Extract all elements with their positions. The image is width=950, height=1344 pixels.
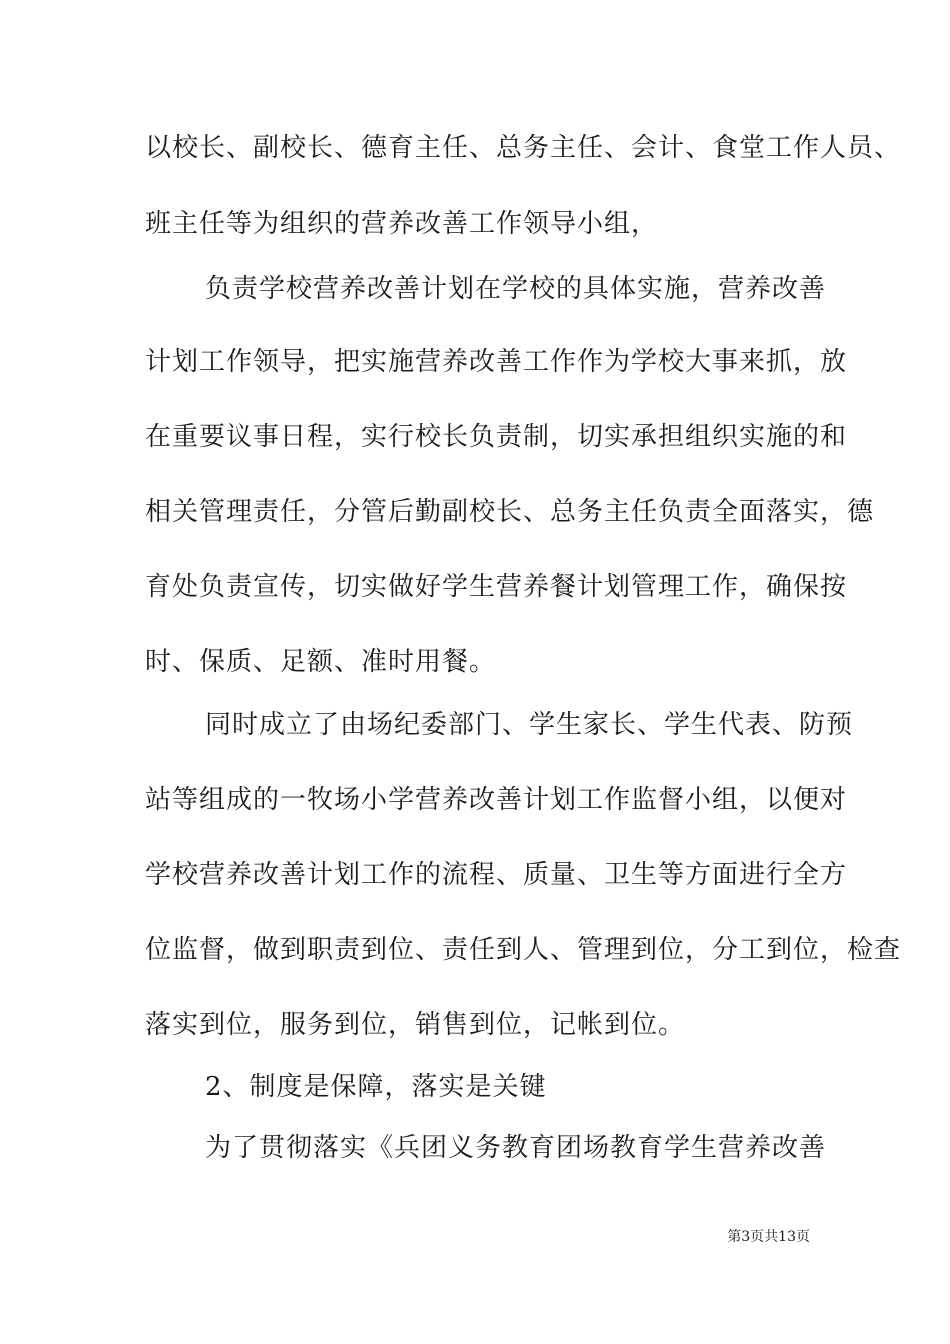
paragraph-line: 时、保质、足额、准时用餐。 <box>145 647 497 677</box>
paragraph-line: 负责学校营养改善计划在学校的具体实施，营养改善 <box>205 274 827 304</box>
paragraph-line: 学校营养改善计划工作的流程、质量、卫生等方面进行全方 <box>145 860 848 890</box>
section-heading: 2、制度是保障，落实是关键 <box>205 1072 547 1102</box>
paragraph-line: 落实到位，服务到位，销售到位，记帐到位。 <box>145 1010 686 1040</box>
page-number: 第3页共13页 <box>727 1229 810 1245</box>
paragraph-line: 相关管理责任，分管后勤副校长、总务主任负责全面落实，德 <box>145 497 875 527</box>
paragraph-line: 在重要议事日程，实行校长负责制，切实承担组织实施的和 <box>145 422 848 452</box>
paragraph-line: 站等组成的一牧场小学营养改善计划工作监督小组，以便对 <box>145 785 848 815</box>
paragraph-line: 班主任等为组织的营养改善工作领导小组， <box>145 209 659 239</box>
paragraph-line: 以校长、副校长、德育主任、总务主任、会计、食堂工作人员、 <box>145 133 902 163</box>
paragraph-line: 计划工作领导，把实施营养改善工作作为学校大事来抓，放 <box>145 347 848 377</box>
paragraph-line: 位监督，做到职责到位、责任到人、管理到位，分工到位，检查 <box>145 935 902 965</box>
paragraph-line: 为了贯彻落实《兵团义务教育团场教育学生营养改善 <box>205 1133 827 1163</box>
paragraph-line: 育处负责宣传，切实做好学生营养餐计划管理工作，确保按 <box>145 572 848 602</box>
paragraph-line: 同时成立了由场纪委部门、学生家长、学生代表、防预 <box>205 710 854 740</box>
